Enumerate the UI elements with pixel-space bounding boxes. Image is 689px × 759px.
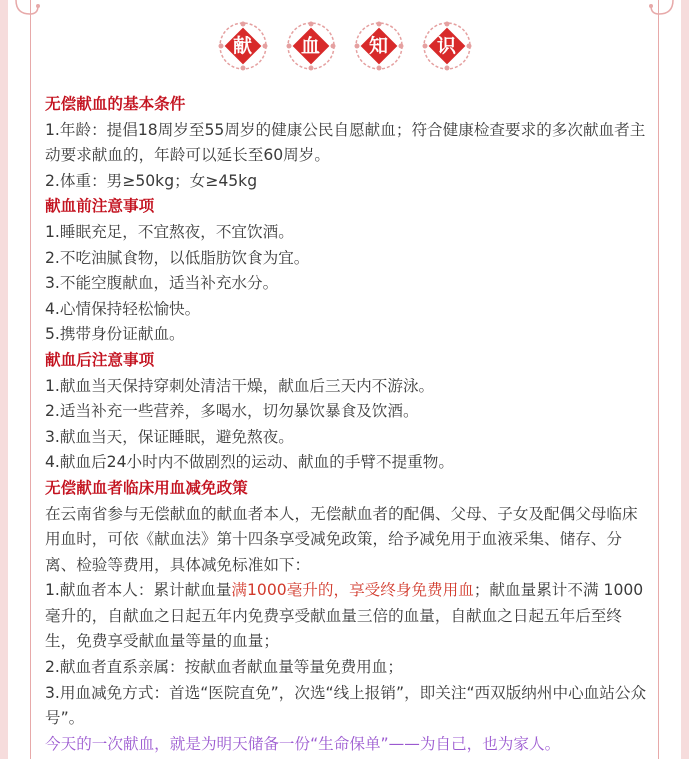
list-item: 4.心情保持轻松愉快。 [45, 299, 201, 318]
weight-requirement: 2.体重：男≥50kg；女≥45kg [45, 171, 258, 190]
frame-left-line [30, 0, 31, 759]
section-heading-reduction-policy: 无偿献血者临床用血减免政策 [45, 478, 248, 497]
policy-highlight: 满1000毫升的，享受终身免费用血 [231, 581, 474, 600]
section-heading-basic-conditions: 无偿献血的基本条件 [45, 95, 186, 113]
list-item: 1.睡眠充足，不宜熬夜，不宜饮酒。 [45, 222, 294, 241]
title-char: 知 [368, 34, 388, 57]
policy-intro: 在云南省参与无偿献血的献血者本人，无偿献血者的配偶、父母、子女及配偶父母临床用血时，可依《献血法》第十四条享受减免政策，给予减免用于血液采集、储存、分离、检验等费用，具体减免标准如下： [45, 504, 638, 574]
list-item: 3.献血当天，保证睡眠，避免熬夜。 [45, 427, 294, 446]
age-requirement: 1.年龄：提倡18周岁至55周岁的健康公民自愿献血；符合健康检查要求的多次献血者主动要求献血的，年龄可以延长至60周岁。 [45, 120, 646, 165]
article-content [45, 92, 651, 757]
title-badge [422, 21, 472, 71]
list-item: 5.携带身份证献血。 [45, 325, 185, 344]
title-char: 献 [232, 34, 252, 57]
policy-item-donor [45, 578, 651, 655]
title-badge [218, 21, 268, 71]
closing-slogan: 今天的一次献血，就是为明天储备一份“生命保单”——为自己，也为家人。 [45, 734, 561, 753]
title-row [0, 18, 689, 74]
title-char: 血 [300, 34, 320, 57]
policy-item-donor-prefix: 1.献血者本人：累计献血量 [45, 581, 232, 600]
list-item: 2.适当补充一些营养，多喝水，切勿暴饮暴食及饮酒。 [45, 402, 419, 421]
section-heading-before-donation: 献血前注意事项 [45, 197, 155, 216]
title-char: 识 [436, 34, 456, 57]
list-item: 4.献血后24小时内不做剧烈的运动、献血的手臂不提重物。 [45, 453, 454, 472]
list-item: 1.献血当天保持穿刺处清洁干燥，献血后三天内不游泳。 [45, 376, 435, 395]
policy-item-donor-suffix: ；献血量累计不满 1000 毫升的，自献血之日起五年内免费享受献血量三倍的血量，自献血之日起五年后至终生，免费享受献血量等量的血量； [45, 581, 644, 651]
list-item: 3.不能空腹献血，适当补充水分。 [45, 274, 279, 293]
policy-item-method: 3.用血减免方式：首选“医院直免”，次选“线上报销”，即关注“西双版纳州中心血站公众号”。 [45, 683, 647, 728]
section-heading-after-donation: 献血后注意事项 [45, 350, 155, 369]
title-badge [354, 21, 404, 71]
list-item: 2.不吃油腻食物，以低脂肪饮食为宜。 [45, 248, 310, 267]
title-badge [286, 21, 336, 71]
policy-item-relatives: 2.献血者直系亲属：按献血者献血量等量免费用血； [45, 658, 403, 677]
frame-right-line [658, 0, 659, 759]
